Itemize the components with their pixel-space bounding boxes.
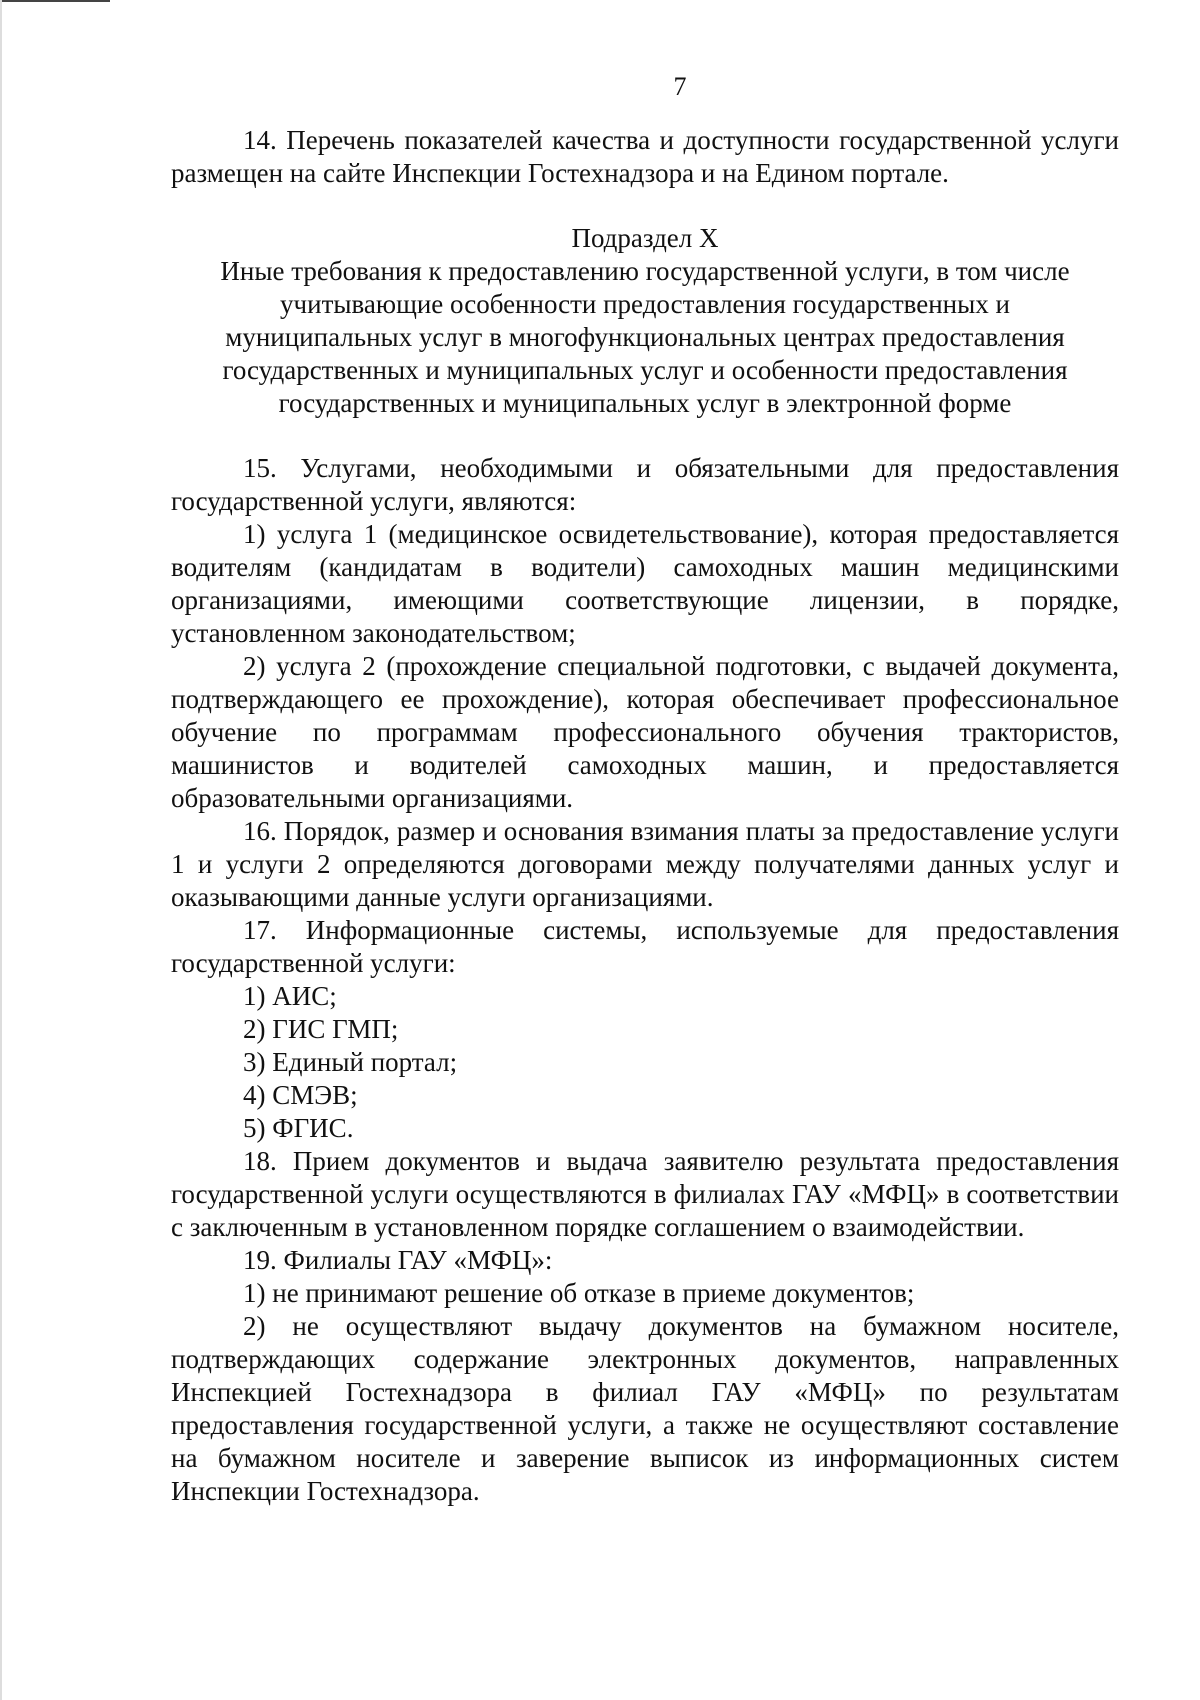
subsection-label: Подраздел X xyxy=(571,223,719,253)
document-body xyxy=(171,124,1119,1508)
subsection-title-line: муниципальных услуг в многофункциональных центрах предоставления xyxy=(225,322,1065,352)
scan-edge-top xyxy=(0,0,110,2)
paragraph-19-item-2: 2) не осуществляют выдачу документов на бумажном носителе, подтверждающих содержание электронных документов, направленных Инспекцией Гостехнадзора в филиал ГАУ «МФЦ» по результатам предоставления государственной услуги, а также не осуществляют составление на бумажном носителе и заверение выписок из информационных систем Инспекции Гостехнадзора. xyxy=(171,1311,1119,1506)
scan-edge-left xyxy=(0,0,2,1700)
subsection-title-line: учитывающие особенности предоставления государственных и xyxy=(280,289,1010,319)
page-number: 7 xyxy=(673,72,687,101)
list-item: 1) АИС; xyxy=(243,981,337,1011)
subsection-title-line: Иные требования к предоставлению государственной услуги, в том числе xyxy=(220,256,1070,286)
paragraph-14: 14. Перечень показателей качества и доступности государственной услуги размещен на сайте Инспекции Гостехнадзора и на Едином портале. xyxy=(171,125,1119,188)
paragraph-17-intro: 17. Информационные системы, используемые для предоставления государственной услуги: xyxy=(171,915,1119,978)
paragraph-19-intro: 19. Филиалы ГАУ «МФЦ»: xyxy=(243,1245,553,1275)
paragraph-15-intro: 15. Услугами, необходимыми и обязательными для предоставления государственной услуги, являются: xyxy=(171,453,1119,516)
list-item: 5) ФГИС. xyxy=(243,1113,354,1143)
subsection-heading xyxy=(171,222,1119,420)
paragraph-19-item-1: 1) не принимают решение об отказе в приеме документов; xyxy=(243,1278,915,1308)
subsection-title-line: государственных и муниципальных услуг в электронной форме xyxy=(278,388,1012,418)
paragraph-18: 18. Прием документов и выдача заявителю результата предоставления государственной услуги осуществляются в филиалах ГАУ «МФЦ» в соответствии с заключенным в установленном порядке соглашением о взаимодействии. xyxy=(171,1146,1119,1242)
list-item: 4) СМЭВ; xyxy=(243,1080,358,1110)
paragraph-16: 16. Порядок, размер и основания взимания платы за предоставление услуги 1 и услуги 2 определяются договорами между получателями данных услуг и оказывающими данные услуги организациями. xyxy=(171,816,1119,912)
paragraph-15-item-2: 2) услуга 2 (прохождение специальной подготовки, с выдачей документа, подтверждающего ее прохождение), которая обеспечивает профессиональное обучение по программам профессионального обучения трактористов, машинистов и водителей самоходных машин, и предоставляется образовательными организациями. xyxy=(171,651,1119,813)
subsection-title-line: государственных и муниципальных услуг и особенности предоставления xyxy=(222,355,1068,385)
list-item: 2) ГИС ГМП; xyxy=(243,1014,399,1044)
paragraph-15-item-1: 1) услуга 1 (медицинское освидетельствование), которая предоставляется водителям (кандидатам в водители) самоходных машин медицинскими организациями, имеющими соответствующие лицензии, в порядке, установленном законодательством; xyxy=(171,519,1119,648)
list-item: 3) Единый портал; xyxy=(243,1047,458,1077)
